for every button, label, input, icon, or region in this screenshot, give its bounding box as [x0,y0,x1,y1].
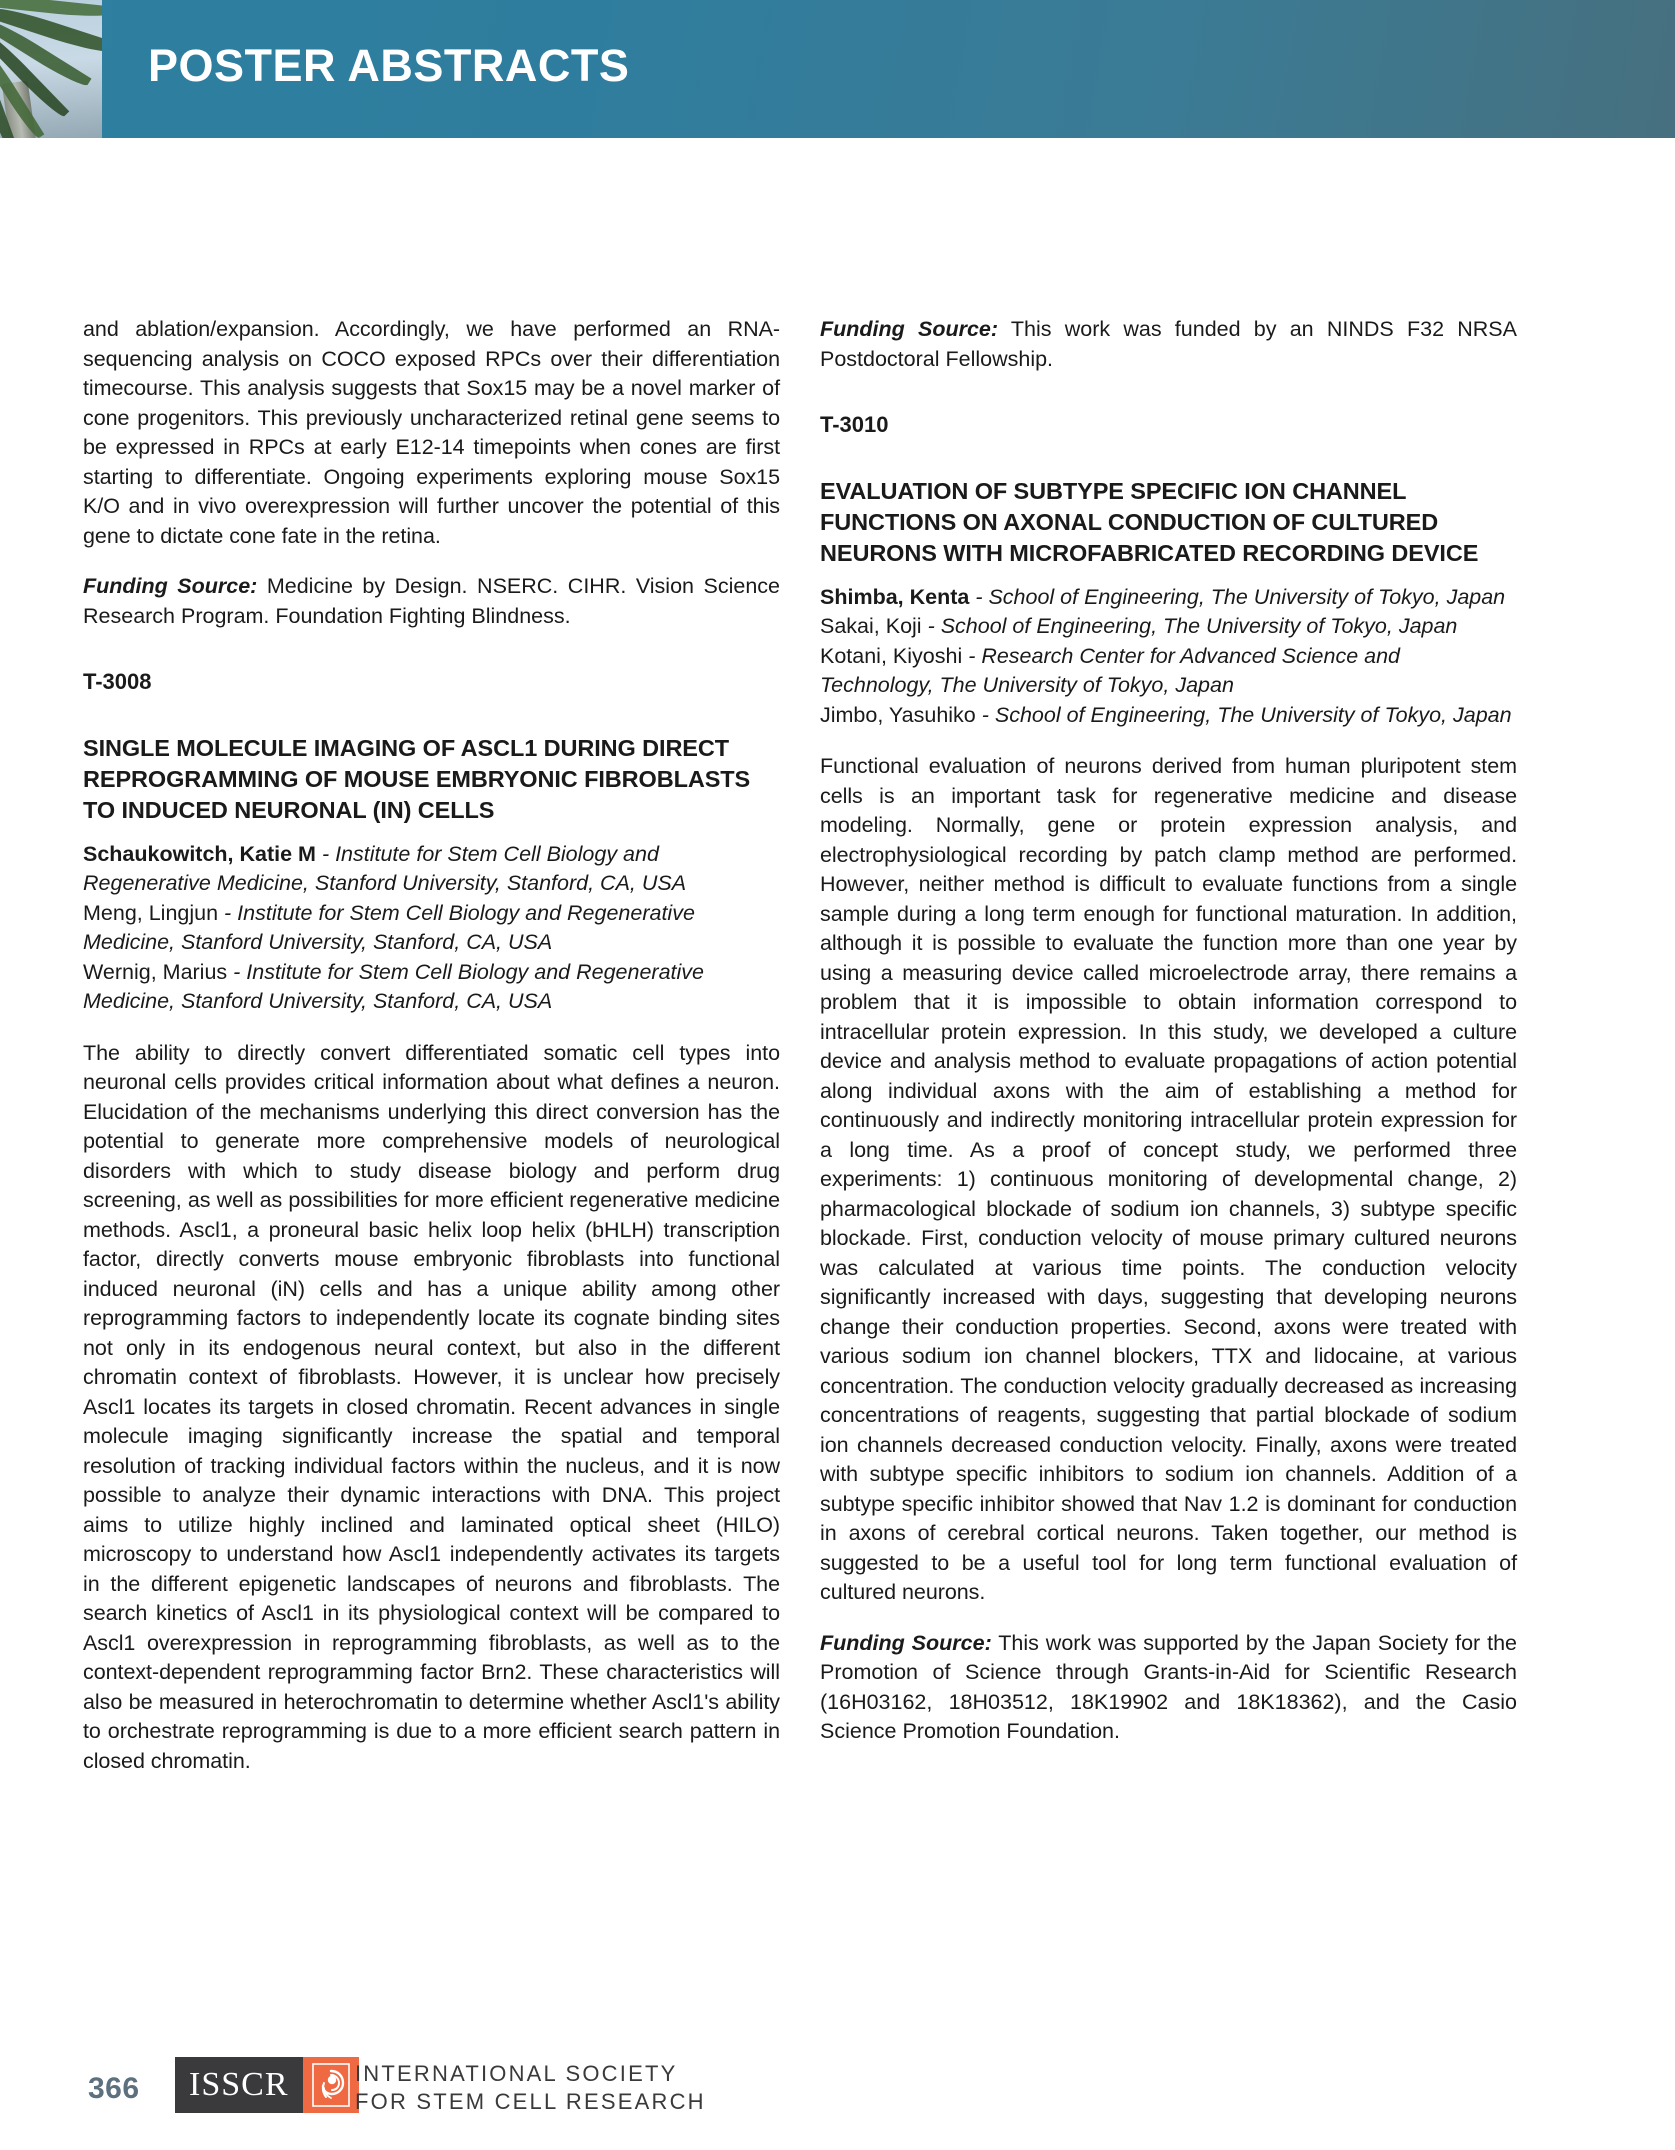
author-name: Schaukowitch, Katie M [83,841,316,866]
funding-source-paragraph [820,315,1517,374]
organization-name-line2: FOR STEM CELL RESEARCH [355,2089,706,2114]
organization-name [355,2060,706,2116]
abstract-code: T-3008 [83,669,152,694]
author-name: Wernig, Marius [83,959,228,984]
author-name: Jimbo, Yasuhiko [820,702,976,727]
abstract-code: T-3010 [820,412,889,437]
author-entry [83,842,686,896]
isscr-wordmark: ISSCR [175,2057,303,2113]
author-entry [820,614,1457,638]
right-column [820,315,1517,1768]
funding-source-label: Funding Source: [820,1630,992,1655]
funding-source-text: Medicine by Design. NSERC. CIHR. Vision Science Research Program. Foundation Fighting Blindness. [83,574,780,628]
page-number: 366 [88,2072,140,2105]
author-entry [83,960,704,1014]
author-list [83,840,780,1017]
funding-source-label: Funding Source: [820,317,999,341]
isscr-spiral-icon [303,2057,359,2113]
funding-source-label: Funding Source: [83,574,258,598]
abstract-body: Functional evaluation of neurons derived from human pluripotent stem cells is an important task for regenerative medicine and disease modeling. Normally, gene or protein expression analysis, and electrophysiological recording by patch clamp method are performed. However, neither method is difficult to evaluate functions from a single sample during a long term enough for functional maturation. In addition, although it is possible to evaluate the function more than one year by using a measuring device called microelectrode array, there remains a problem that it is impossible to obtain information correspond to intracellular protein expression. In this study, we developed a culture device and analysis method to evaluate propagations of action potential along individual axons with the aim of establishing a method for continuously and indirectly monitoring intracellular protein expression for a long time. As a proof of concept study, we performed three experiments: 1) continuous monitoring of developmental change, 2) pharmacological blockade of sodium ion channels, 3) subtype specific blockade. First, conduction velocity of mouse primary cultured neurons was calculated at various time points. The conduction velocity significantly increased with days, suggesting that developing neurons change their conduction properties. Second, axons were treated with various sodium ion channel blockers, TTX and lidocaine, at various concentration. The conduction velocity gradually decreased as increasing concentrations of reagents, suggesting that partial blockade of sodium ion channels decreased conduction velocity. Finally, axons were treated with subtype specific inhibitors to sodium ion channels. Addition of a subtype specific inhibitor showed that Nav 1.2 is dominant for conduction in axons of cerebral cortical neurons. Taken together, our method is suggested to be a useful tool for long term functional evaluation of cultured neurons. [820,754,1517,1604]
author-affiliation: - Institute for Stem Cell Biology and Regenerative Medicine, Stanford University, Stanford, CA, USA [83,959,704,1013]
author-affiliation: - Institute for Stem Cell Biology and Regenerative Medicine, Stanford University, Stanford, CA, USA [83,841,687,895]
author-entry [83,901,695,955]
author-name: Kotani, Kiyoshi [820,643,963,668]
author-entry [820,644,1400,698]
funding-source-text: This work was supported by the Japan Society for the Promotion of Science through Grants-in-Aid for Scientific Research (16H03162, 18H03512, 18K19902 and 18K18362), and the Casio Science Promotion Foundation. [820,1630,1517,1743]
author-affiliation: - Institute for Stem Cell Biology and Regenerative Medicine, Stanford University, Stanford, CA, USA [83,900,695,954]
funding-source-paragraph [820,1629,1517,1747]
funding-source-paragraph [83,572,780,631]
abstract-title: EVALUATION OF SUBTYPE SPECIFIC ION CHANNEL FUNCTIONS ON AXONAL CONDUCTION OF CULTURED NEURONS WITH MICROFABRICATED RECORDING DEVICE [820,477,1479,566]
author-affiliation: - School of Engineering, The University of Tokyo, Japan [921,614,1458,638]
author-name: Meng, Lingjun [83,900,219,925]
isscr-logo [175,2057,359,2113]
author-entry [820,703,1512,727]
left-column [83,315,780,1776]
page-title: POSTER ABSTRACTS [148,40,630,91]
page-footer [0,2040,1675,2150]
author-list [820,583,1517,731]
author-entry [820,585,1505,609]
author-name: Sakai, Koji [820,614,922,638]
author-affiliation: - School of Engineering, The University of Tokyo, Japan [975,702,1512,727]
funding-source-text: This work was funded by an NINDS F32 NRSA Postdoctoral Fellowship. [820,317,1517,371]
author-affiliation: - Research Center for Advanced Science and Technology, The University of Tokyo, Japan [820,643,1401,697]
abstract-title: SINGLE MOLECULE IMAGING OF ASCL1 DURING DIRECT REPROGRAMMING OF MOUSE EMBRYONIC FIBROBLASTS TO INDUCED NEURONAL (IN) CELLS [83,734,751,823]
continued-paragraph: and ablation/expansion. Accordingly, we have performed an RNA-sequencing analysis on COCO exposed RPCs over their differentiation timecourse. This analysis suggests that Sox15 may be a novel marker of cone progenitors. This previously uncharacterized retinal gene seems to be expressed in RPCs at early E12-14 timepoints when cones are first starting to differentiate. Ongoing experiments exploring mouse Sox15 K/O and in vivo overexpression will further uncover the potential of this gene to dictate cone fate in the retina. [83,317,780,548]
abstract-body: The ability to directly convert differentiated somatic cell types into neuronal cells provides critical information about what defines a neuron. Elucidation of the mechanisms underlying this direct conversion has the potential to generate more comprehensive models of neurological disorders with which to study disease biology and perform drug screening, as well as possibilities for more efficient regenerative medicine methods. Ascl1, a proneural basic helix loop helix (bHLH) transcription factor, directly converts mouse embryonic fibroblasts into functional induced neuronal (iN) cells and has a unique ability among other reprogramming factors to independently locate its cognate binding sites not only in its endogenous neural context, but also in the different chromatin context of fibroblasts. However, it is unclear how precisely Ascl1 locates its targets in closed chromatin. Recent advances in single molecule imaging significantly increase the spatial and temporal resolution of tracking individual factors within the nucleus, and it is now possible to analyze their dynamic interactions with DNA. This project aims to utilize highly inclined and laminated optical sheet (HILO) microscopy to understand how Ascl1 independently activates its targets in the different epigenetic landscapes of neurons and fibroblasts. The search kinetics of Ascl1 in its physiological context will be compared to Ascl1 overexpression in reprogramming fibroblasts, as well as to the context-dependent reprogramming factor Brn2. These characteristics will also be measured in heterochromatin to determine whether Ascl1's ability to orchestrate reprogramming is due to a more efficient search pattern in closed chromatin. [83,1040,780,1773]
author-name: Shimba, Kenta [820,584,970,609]
organization-name-line1: INTERNATIONAL SOCIETY [355,2061,678,2086]
author-affiliation: - School of Engineering, The University of Tokyo, Japan [969,584,1506,609]
